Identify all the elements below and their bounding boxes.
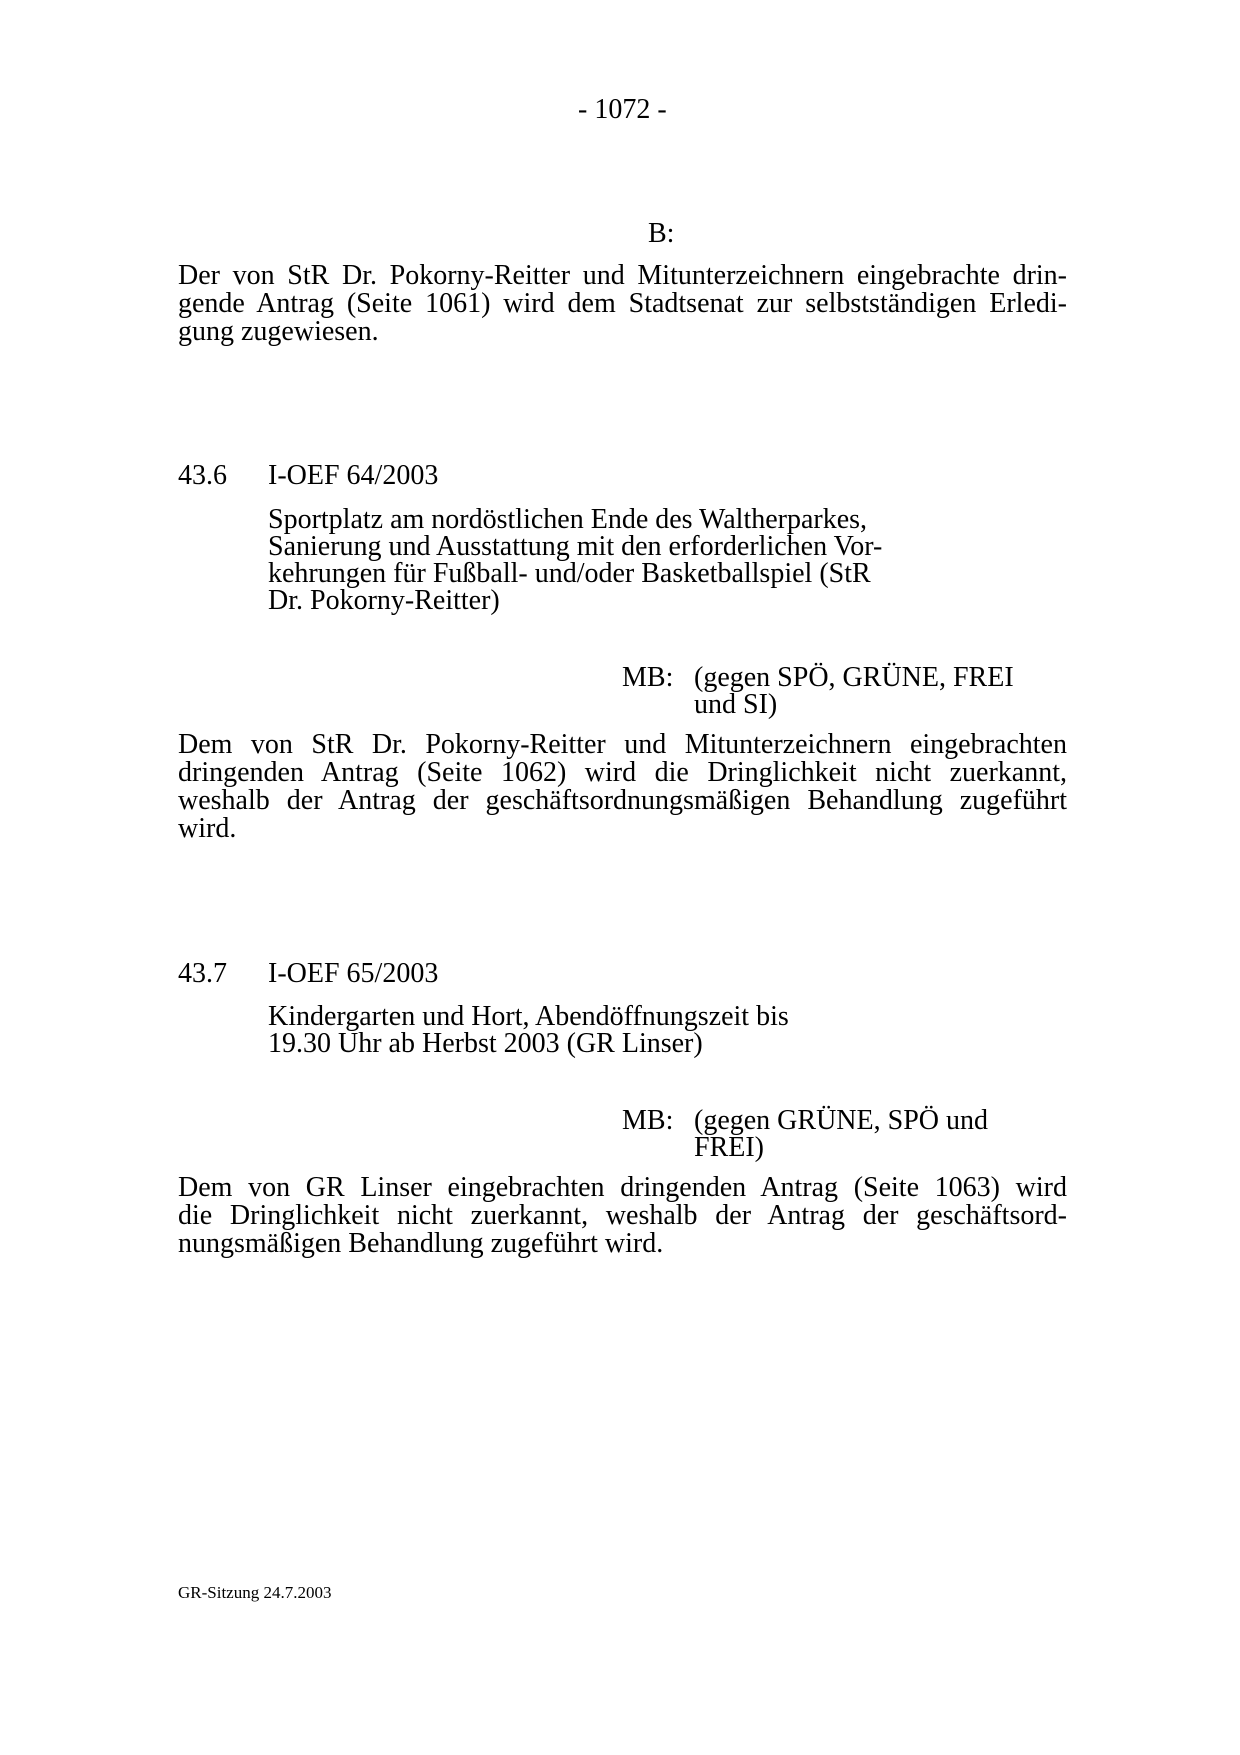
paragraph-line: gende Antrag (Seite 1061) wird dem Stadtsenat zur selbstständigen Erledi- — [178, 288, 1067, 319]
section-b-label: B: — [648, 218, 675, 249]
paragraph-line: Dem von StR Dr. Pokorny-Reitter und Mitunterzeichnern eingebrachten — [178, 729, 1067, 760]
paragraph-line: wird. — [178, 813, 237, 844]
vote-label: MB: — [622, 662, 674, 693]
item-number: 43.6 — [178, 460, 227, 491]
paragraph-line: Dem von GR Linser eingebrachten dringenden Antrag (Seite 1063) wird — [178, 1172, 1067, 1203]
vote-result-line: FREI) — [694, 1132, 764, 1163]
item-reference: I-OEF 65/2003 — [268, 958, 439, 989]
page-footer: GR-Sitzung 24.7.2003 — [178, 1583, 332, 1602]
vote-result-line: (gegen GRÜNE, SPÖ und — [694, 1105, 988, 1136]
item-title-line: 19.30 Uhr ab Herbst 2003 (GR Linser) — [268, 1028, 703, 1059]
paragraph-line: Der von StR Dr. Pokorny-Reitter und Mitunterzeichnern eingebrachte drin- — [178, 260, 1067, 291]
item-reference: I-OEF 64/2003 — [268, 460, 439, 491]
paragraph-line: gung zugewiesen. — [178, 316, 379, 347]
item-number: 43.7 — [178, 958, 227, 989]
item-title-line: Dr. Pokorny-Reitter) — [268, 585, 500, 616]
paragraph-line: die Dringlichkeit nicht zuerkannt, weshalb der Antrag der geschäftsord- — [178, 1200, 1067, 1231]
paragraph-line: nungsmäßigen Behandlung zugeführt wird. — [178, 1228, 664, 1259]
item-resolution-paragraph — [178, 731, 1067, 843]
paragraph-line: weshalb der Antrag der geschäftsordnungsmäßigen Behandlung zugeführt — [178, 785, 1067, 816]
vote-label: MB: — [622, 1105, 674, 1136]
section-b-paragraph — [178, 262, 1067, 346]
item-title-line: kehrungen für Fußball- und/oder Basketballspiel (StR — [268, 558, 871, 589]
item-title-line: Kindergarten und Hort, Abendöffnungszeit bis — [268, 1001, 789, 1032]
item-title-line: Sportplatz am nordöstlichen Ende des Waltherparkes, — [268, 504, 868, 535]
item-resolution-paragraph — [178, 1174, 1067, 1258]
paragraph-line: dringenden Antrag (Seite 1062) wird die Dringlichkeit nicht zuerkannt, — [178, 757, 1067, 788]
item-title-line: Sanierung und Ausstattung mit den erforderlichen Vor- — [268, 531, 883, 562]
vote-result-line: und SI) — [694, 689, 778, 720]
page-number: - 1072 - — [578, 94, 667, 125]
vote-result-line: (gegen SPÖ, GRÜNE, FREI — [694, 662, 1014, 693]
